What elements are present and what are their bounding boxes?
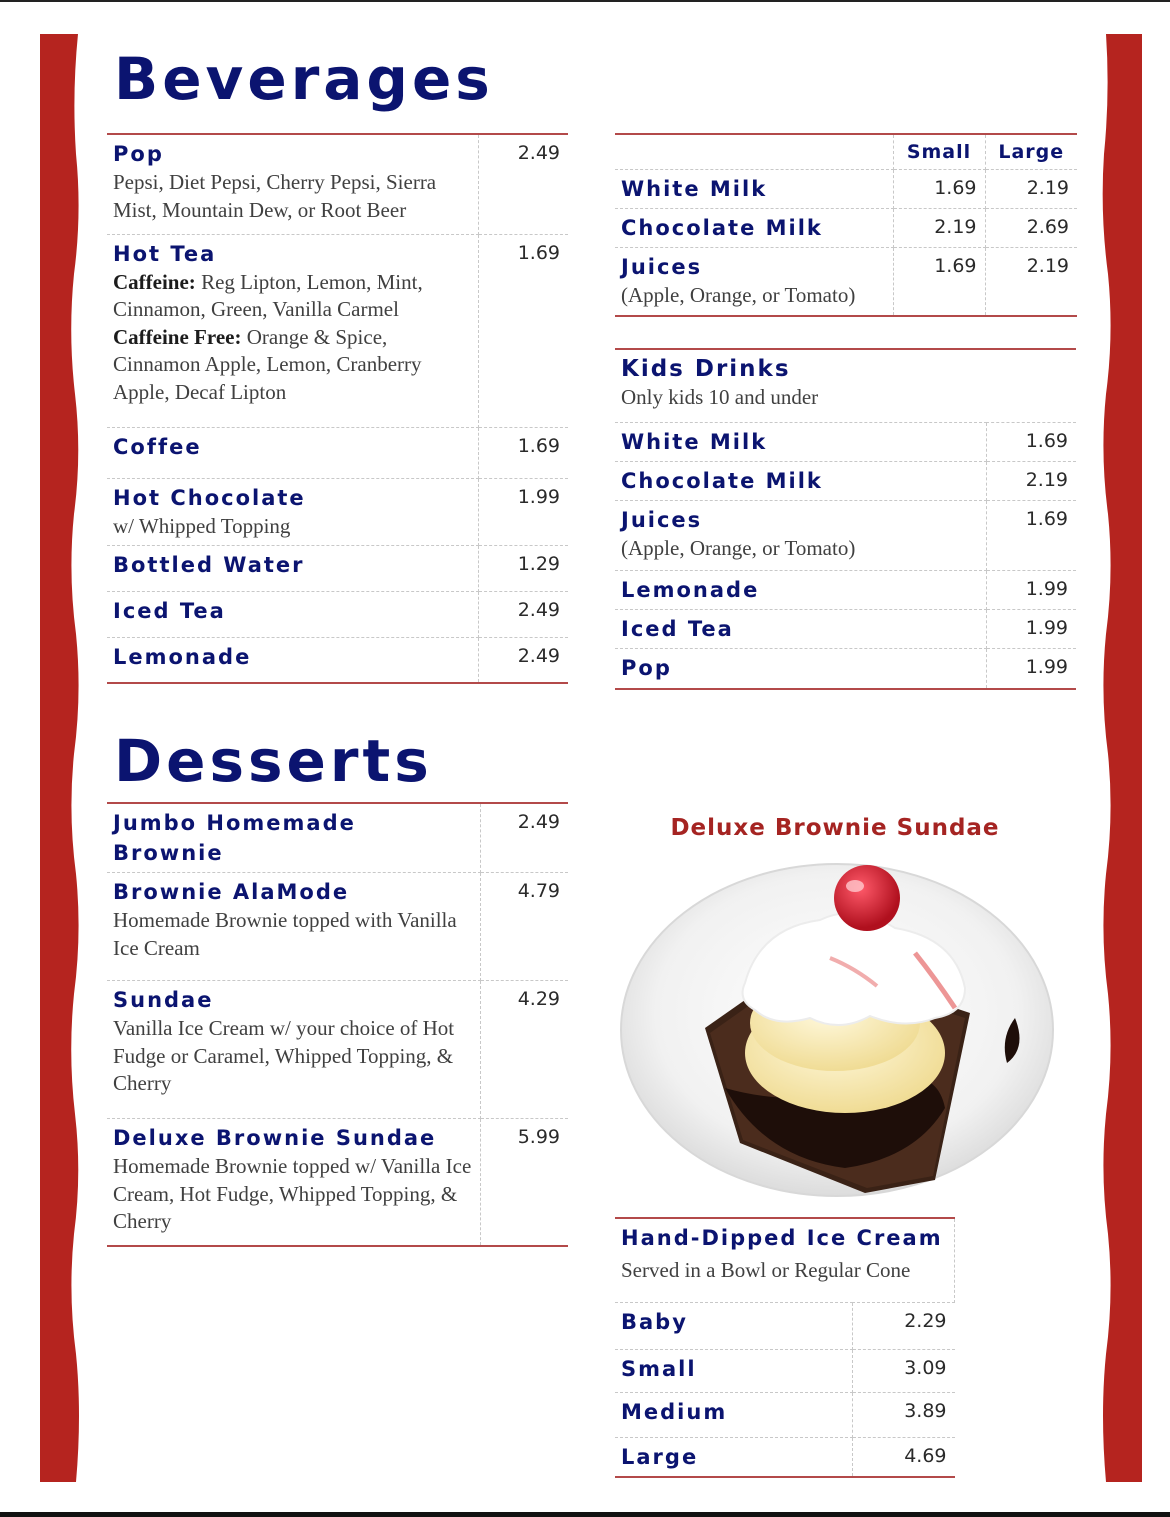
table-row — [615, 609, 1076, 648]
item-price: 2.49 — [478, 591, 568, 637]
table-row — [615, 648, 1076, 689]
caffeine-free-list: Orange & Spice, Cinnamon Apple, Lemon, Cranberry Apple, Decaf Lipton — [113, 324, 422, 404]
right-red-border — [1100, 34, 1144, 1482]
table-header-row — [615, 134, 1077, 170]
item-price: 1.69 — [478, 427, 568, 478]
menu-item — [107, 234, 478, 427]
menu-item — [615, 1302, 853, 1349]
table-row — [107, 427, 568, 478]
menu-item — [107, 427, 478, 478]
column-header-large: Large — [985, 134, 1077, 170]
menu-item — [107, 637, 478, 683]
item-description: Pepsi, Diet Pepsi, Cherry Pepsi, Sierra Mist, Mountain Dew, or Root Beer — [113, 170, 437, 222]
kids-drinks-title: Kids Drinks — [621, 356, 791, 382]
table-row — [615, 1392, 955, 1437]
item-name: Chocolate Milk — [621, 468, 823, 493]
item-name: Hot Chocolate — [113, 485, 306, 510]
table-row — [107, 637, 568, 683]
menu-item — [615, 648, 986, 689]
item-name: Juices — [621, 255, 703, 279]
item-name: Pop — [113, 142, 164, 166]
menu-item — [107, 478, 478, 545]
item-name: Sundae — [113, 988, 214, 1012]
left-red-border — [38, 34, 82, 1482]
menu-item — [107, 134, 478, 234]
kids-drinks-subtitle: Only kids 10 and under — [621, 385, 819, 409]
menu-item — [615, 209, 893, 248]
menu-item — [615, 170, 893, 209]
table-row — [107, 234, 568, 427]
table-row — [615, 170, 1077, 209]
item-price: 4.69 — [853, 1437, 955, 1477]
table-row — [615, 1302, 955, 1349]
menu-item — [615, 570, 986, 609]
table-header-row — [615, 1218, 955, 1302]
item-price: 1.99 — [478, 478, 568, 545]
item-description: (Apple, Orange, or Tomato) — [621, 535, 856, 560]
item-name: Lemonade — [621, 577, 760, 602]
table-row — [107, 981, 568, 1119]
beverages-heading: Beverages — [114, 45, 494, 113]
ice-cream-title: Hand-Dipped Ice Cream — [621, 1226, 943, 1250]
item-price: 2.29 — [853, 1302, 955, 1349]
item-description: w/ Whipped Topping — [113, 513, 291, 538]
bottom-rule — [0, 1512, 1170, 1517]
table-row — [615, 461, 1076, 500]
small-price: 1.69 — [893, 248, 985, 316]
item-description: (Apple, Orange, or Tomato) — [621, 283, 856, 307]
kids-drinks-header — [615, 349, 1076, 422]
table-row — [615, 500, 1076, 570]
table-row — [107, 545, 568, 591]
small-price: 2.19 — [893, 209, 985, 248]
table-row — [107, 873, 568, 981]
ice-cream-subtitle: Served in a Bowl or Regular Cone — [621, 1258, 911, 1282]
menu-item — [107, 1119, 480, 1246]
caffeine-free-label: Caffeine Free: — [113, 324, 242, 349]
menu-item — [107, 981, 480, 1119]
table-row — [615, 248, 1077, 316]
item-name: Baby — [621, 1309, 688, 1334]
brownie-sundae-photo — [615, 858, 1055, 1203]
table-header-row — [615, 349, 1076, 422]
item-description — [113, 269, 472, 407]
table-row — [615, 1437, 955, 1477]
table-row — [107, 478, 568, 545]
caffeine-list: Reg Lipton, Lemon, Mint, Cinnamon, Green, Vanilla Carmel — [113, 269, 423, 321]
menu-item — [615, 1392, 853, 1437]
menu-item — [615, 500, 986, 570]
item-name: Medium — [621, 1399, 728, 1424]
item-name: Hot Tea — [113, 241, 217, 266]
item-description: Homemade Brownie topped with Vanilla Ice Cream — [113, 908, 457, 960]
menu-item — [615, 1349, 853, 1392]
desserts-table — [107, 802, 568, 1247]
item-name: Lemonade — [113, 644, 252, 669]
item-name: Small — [621, 1356, 697, 1381]
photo-caption: Deluxe Brownie Sundae — [670, 815, 1000, 841]
menu-item — [615, 609, 986, 648]
item-name: Juices — [621, 507, 703, 532]
item-name: Large — [621, 1444, 699, 1469]
item-price: 2.49 — [478, 134, 568, 234]
item-price: 3.09 — [853, 1349, 955, 1392]
item-price: 5.99 — [480, 1119, 568, 1246]
caffeine-label: Caffeine: — [113, 269, 196, 294]
table-row — [107, 134, 568, 234]
table-row — [615, 1349, 955, 1392]
item-name: Brownie AlaMode — [113, 880, 350, 904]
item-description: Vanilla Ice Cream w/ your choice of Hot Fudge or Caramel, Whipped Topping, & Cherry — [113, 1016, 455, 1095]
column-header-small: Small — [893, 134, 985, 170]
large-price: 2.19 — [985, 170, 1077, 209]
table-row — [107, 803, 568, 873]
item-name: Pop — [621, 655, 672, 680]
menu-item — [615, 422, 986, 461]
item-price: 1.29 — [478, 545, 568, 591]
item-name: Bottled Water — [113, 552, 305, 577]
item-price: 2.49 — [478, 637, 568, 683]
menu-item — [107, 591, 478, 637]
milk-size-table — [615, 133, 1077, 317]
menu-item — [107, 545, 478, 591]
table-row — [615, 570, 1076, 609]
item-name: Deluxe Brownie Sundae — [113, 1126, 437, 1150]
item-price: 1.69 — [478, 234, 568, 427]
item-description: Homemade Brownie topped w/ Vanilla Ice Cream, Hot Fudge, Whipped Topping, & Cherry — [113, 1154, 472, 1233]
item-price: 2.49 — [480, 803, 568, 873]
item-price: 1.99 — [986, 648, 1076, 689]
table-row — [615, 422, 1076, 461]
item-price: 1.69 — [986, 422, 1076, 461]
menu-item — [107, 873, 480, 981]
table-row — [107, 1119, 568, 1246]
item-price: 4.29 — [480, 981, 568, 1119]
item-price: 3.89 — [853, 1392, 955, 1437]
large-price: 2.69 — [985, 209, 1077, 248]
item-name: Coffee — [113, 434, 202, 459]
ice-cream-header — [615, 1218, 955, 1302]
ice-cream-table — [615, 1217, 955, 1478]
item-name: Iced Tea — [113, 598, 226, 623]
item-price: 4.79 — [480, 873, 568, 981]
menu-item — [107, 803, 480, 873]
desserts-heading: Desserts — [114, 727, 433, 795]
item-price: 1.69 — [986, 500, 1076, 570]
beverages-table — [107, 133, 568, 684]
large-price: 2.19 — [985, 248, 1077, 316]
menu-item — [615, 248, 893, 316]
menu-item — [615, 461, 986, 500]
item-price: 2.19 — [986, 461, 1076, 500]
menu-item — [615, 1437, 853, 1477]
item-name: White Milk — [621, 429, 768, 454]
kids-drinks-table — [615, 348, 1076, 690]
item-name: Iced Tea — [621, 616, 734, 641]
top-rule — [0, 0, 1170, 2]
item-price: 1.99 — [986, 609, 1076, 648]
item-name: Chocolate Milk — [621, 216, 823, 240]
table-row — [615, 209, 1077, 248]
table-row — [107, 591, 568, 637]
item-name: White Milk — [621, 177, 768, 201]
item-price: 1.99 — [986, 570, 1076, 609]
small-price: 1.69 — [893, 170, 985, 209]
item-name: Jumbo Homemade Brownie — [113, 811, 356, 865]
